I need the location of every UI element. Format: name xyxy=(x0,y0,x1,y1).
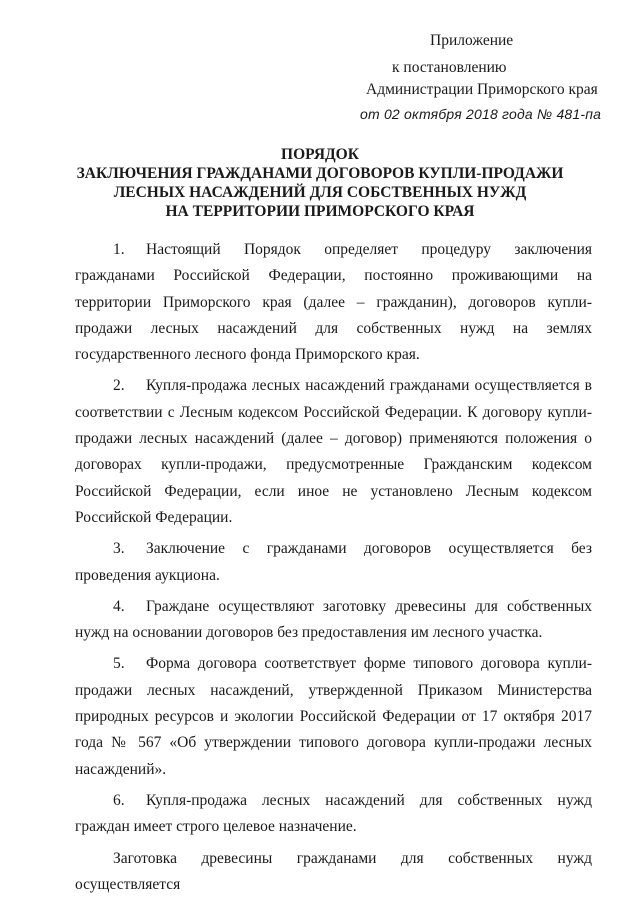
document-body xyxy=(75,237,592,903)
title-line-3: ЛЕСНЫХ НАСАЖДЕНИЙ ДЛЯ СОБСТВЕННЫХ НУЖД xyxy=(113,184,527,201)
appendix-line1: к постановлению xyxy=(392,59,507,76)
paragraph-number: 1. xyxy=(113,241,125,258)
paragraph-text: Форма договора соответствует форме типового договора купли-продажи лесных насаждений, утвержденной Приказом Министерства природных ресурсов и экологии Российской Федерации от 17 октября 2017 года № 567 «Об утверждении типового договора купли-продажи лесных насаждений». xyxy=(75,655,592,778)
paragraph-text: Купля-продажа лесных насаждений для собственных нужд граждан имеет строго целевое назначение. xyxy=(75,791,592,836)
paragraph-2 xyxy=(75,373,592,531)
title-line-1: ПОРЯДОК xyxy=(281,146,359,163)
paragraph-number: 2. xyxy=(113,377,125,395)
paragraph-text: Настоящий Порядок определяет процедуру заключения гражданами Российской Федерации, постоянно проживающими на территории Приморского края (далее – гражданин), договоров купли-продажи лесных насаждений для собственных нужд на землях государственного лесного фонда Приморского края. xyxy=(75,241,592,364)
paragraph-text: Граждане осуществляют заготовку древесины для собственных нужд на основании договоров без предоставления им лесного участка. xyxy=(75,597,592,642)
paragraph-text: Купля-продажа лесных насаждений гражданами осуществляется в соответствии с Лесным кодексом Российской Федерации. К договору купли-продажи лесных насаждений (далее – договор) применяются положения о договорах купли-продажи, предусмотренные Гражданским кодексом Российской Федерации, если иное не установлено Лесным кодексом Российской Федерации. xyxy=(75,377,592,526)
paragraph-7 xyxy=(75,846,592,899)
title-line-4: НА ТЕРРИТОРИИ ПРИМОРСКОГО КРАЯ xyxy=(165,203,475,220)
paragraph-6 xyxy=(75,788,592,841)
paragraph-number: 3. xyxy=(113,540,125,558)
paragraph-number: 6. xyxy=(113,791,125,809)
paragraph-number: 4. xyxy=(113,597,125,615)
appendix-title: Приложение xyxy=(430,32,514,49)
appendix-header xyxy=(360,30,630,125)
appendix-date-number: от 02 октября 2018 года № 481-па xyxy=(360,106,602,122)
paragraph-5 xyxy=(75,651,592,782)
appendix-line2: Администрации Приморского края xyxy=(366,81,598,98)
title-line-2: ЗАКЛЮЧЕНИЯ ГРАЖДАНАМИ ДОГОВОРОВ КУПЛИ-ПРОДАЖИ xyxy=(76,165,564,182)
paragraph-3 xyxy=(75,536,592,589)
paragraph-1 xyxy=(75,237,592,368)
paragraph-number: 5. xyxy=(113,655,125,673)
paragraph-4 xyxy=(75,594,592,647)
paragraph-text: Заключение с гражданами договоров осуществляется без проведения аукциона. xyxy=(75,540,592,584)
document-title xyxy=(0,145,640,221)
paragraph-text: Заготовка древесины гражданами для собственных нужд осуществляется xyxy=(75,849,592,893)
